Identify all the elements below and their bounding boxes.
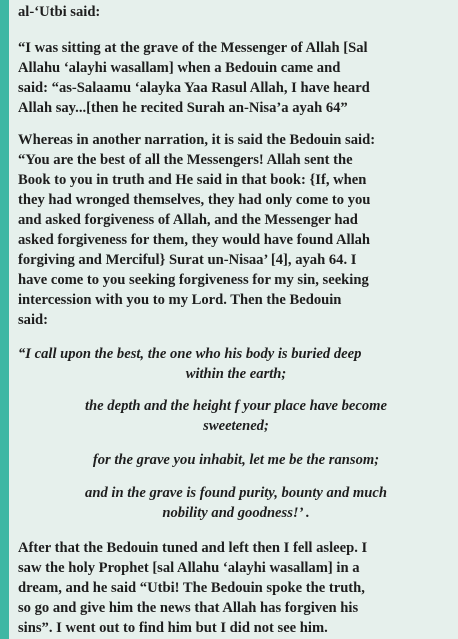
paragraph-line: forgiving and Merciful} Surat un-Nisaa’ [4], ayah 64. I [18,252,357,268]
heading: al-‘Utbi said: [18,4,101,20]
paragraph-line: Book to you in truth and He said in that book: {If, when [18,172,367,188]
paragraph-line: asked forgiveness for them, they would have found Allah [18,232,371,248]
poem-line: nobility and goodness!’ . [162,505,310,521]
paragraph-line: said: [18,312,49,328]
poem-line: and in the grave is found purity, bounty and much [85,485,387,501]
paragraph-line: have come to you seeking forgiveness for my sin, seeking [18,272,369,288]
paragraph-line: “You are the best of all the Messengers! Allah sent the [18,152,353,168]
paragraph-line: Whereas in another narration, it is said the Bedouin said: [18,132,376,148]
paragraph-line: and asked forgiveness of Allah, and the Messenger had [18,212,358,228]
paragraph-line: Allahu ‘alayhi wasallam] when a Bedouin came and [18,60,341,76]
paragraph-line: saw the holy Prophet [sal Allahu ‘alayhi wasallam] in a [18,560,360,576]
poem-line: sweetened; [203,418,269,434]
poem-line: the depth and the height f your place have become [85,398,387,414]
paragraph-line: After that the Bedouin tuned and left then I fell asleep. I [18,540,368,556]
paragraph-line: sins”. I went out to find him but I did not see him. [18,620,328,636]
paragraph-line: “I was sitting at the grave of the Messenger of Allah [Sal [18,40,368,56]
poem-line: within the earth; [185,366,287,382]
poem-line: for the grave you inhabit, let me be the ransom; [92,452,380,468]
paragraph-line: said: “as-Salaamu ‘alayka Yaa Rasul Allah, I have heard [18,80,370,96]
document-body [18,0,458,639]
paragraph-line: dream, and he said “Utbi! The Bedouin spoke the truth, [18,580,365,596]
paragraph-line: so go and give him the news that Allah has forgiven his [18,600,359,616]
paragraph-line: they had wronged themselves, they had only come to you [18,192,371,208]
paragraph-line: Allah say...[then he recited Surah an-Nisa’a ayah 64” [18,100,348,116]
paragraph-line: intercession with you to my Lord. Then the Bedouin [18,292,342,308]
poem-line: “I call upon the best, the one who his body is buried deep [18,346,362,362]
